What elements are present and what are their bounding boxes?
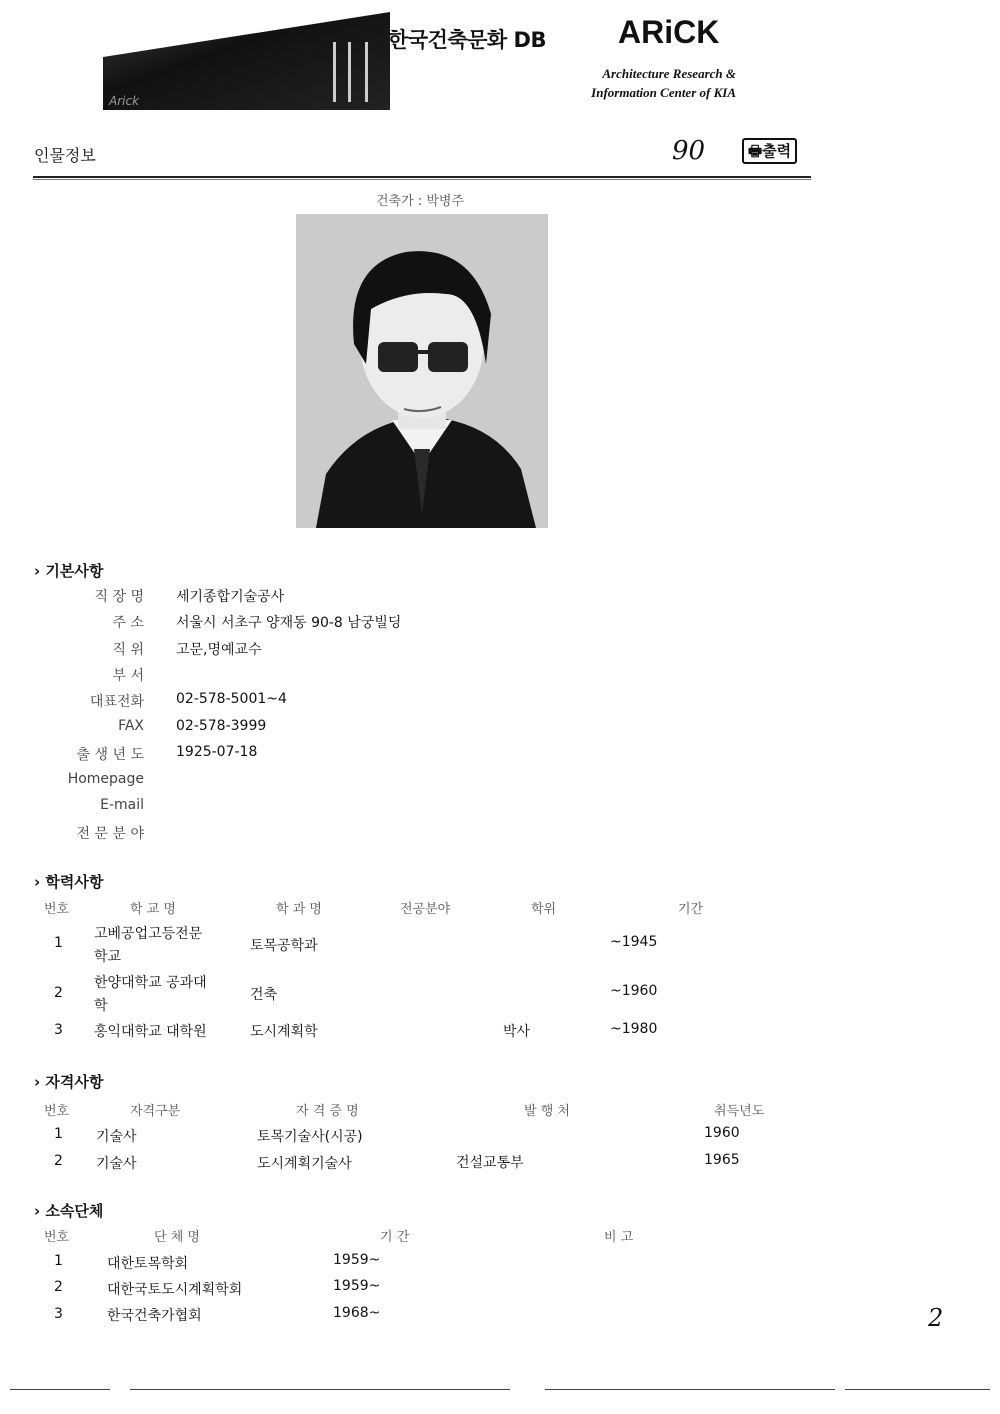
table-header: 기 간 [380,1230,410,1245]
subtitle-line-2: Information Center of KIA [591,85,736,100]
table-cell-issuer: 건설교통부 [456,1155,524,1171]
table-cell-no: 3 [54,1306,63,1322]
table-cell-period: 1968~ [333,1305,381,1321]
table-cell-period: ~1945 [610,934,658,950]
divider [33,176,811,178]
table-cell-name: 토목기술사(시공) [257,1129,363,1145]
table-cell-name: 대한토목학회 [107,1256,189,1272]
table-cell-school: 학 [94,998,108,1014]
table-cell-no: 3 [54,1022,63,1038]
table-cell-period: ~1960 [610,983,658,999]
section-title-groups: › 소속단체 [34,1202,104,1220]
table-header: 자 격 증 명 [296,1104,359,1119]
divider [33,179,811,180]
table-header: 학 교 명 [130,902,176,917]
brand-subtitle [546,64,736,102]
print-button[interactable]: 🖶출력 [742,138,797,164]
table-header: 단 체 명 [154,1230,200,1245]
table-header: 자격구분 [130,1104,181,1119]
table-cell-type: 기술사 [96,1129,137,1145]
table-cell-dept: 건축 [250,987,278,1003]
label-department: 부 서 [112,668,144,684]
label-homepage: Homepage [67,771,144,787]
table-cell-school: 한양대학교 공과대 [94,975,207,991]
table-cell-dept: 토목공학과 [250,938,318,954]
architect-photo [296,214,548,528]
table-cell-no: 2 [54,1279,63,1295]
architect-caption: 건축가 : 박병주 [376,194,464,209]
value-workplace: 세기종합기술공사 [176,589,285,605]
table-cell-name: 대한국토도시계획학회 [107,1282,243,1298]
handwritten-note: 90 [672,136,706,166]
label-birth-year: 출 생 년 도 [76,747,144,763]
label-email: E-mail [100,797,144,813]
table-header: 비 고 [604,1230,634,1245]
table-cell-no: 1 [54,935,63,951]
table-cell-no: 1 [54,1253,63,1269]
subtitle-line-1: Architecture Research & [602,66,736,81]
table-cell-degree: 박사 [503,1024,531,1040]
footer-rule [545,1389,835,1390]
table-cell-no: 2 [54,985,63,1001]
label-fax: FAX [118,718,144,734]
brand-logo[interactable]: ARiCK [618,14,720,50]
table-header: 번호 [44,1230,70,1245]
table-cell-no: 1 [54,1126,63,1142]
section-title-education: › 학력사항 [34,873,104,891]
footer-rule [10,1389,110,1390]
footer-rule [845,1389,990,1390]
table-cell-school: 홍익대학교 대학원 [94,1024,207,1040]
table-header: 번호 [44,902,70,917]
table-header: 전공분야 [400,902,451,917]
label-workplace: 직 장 명 [94,589,144,605]
db-title: 한국건축문화 DB [388,28,546,52]
value-address: 서울시 서초구 양재동 90-8 남궁빌딩 [176,615,402,631]
table-cell-name: 한국건축가협회 [107,1308,202,1324]
table-header: 기간 [678,902,704,917]
value-position: 고문,명예교수 [176,642,262,658]
table-cell-no: 2 [54,1153,63,1169]
banner-logo: Arick [109,94,140,108]
table-header: 취득년도 [714,1104,765,1119]
table-cell-name: 도시계획기술사 [257,1156,352,1172]
table-header: 학위 [531,902,557,917]
label-position: 직 위 [112,642,144,658]
table-header: 발 행 처 [524,1104,570,1119]
section-title-basic: › 기본사항 [34,562,104,580]
table-cell-period: ~1980 [610,1021,658,1037]
table-header: 학 과 명 [276,902,322,917]
label-specialty: 전 문 분 야 [76,826,144,842]
table-cell-year: 1960 [704,1125,740,1141]
table-header: 번호 [44,1104,70,1119]
page-mark: 2 [928,1304,944,1332]
page-title: 인물정보 [34,146,96,165]
table-cell-type: 기술사 [96,1156,137,1172]
section-title-license: › 자격사항 [34,1073,104,1091]
value-birth-year: 1925-07-18 [176,744,258,760]
value-fax: 02-578-3999 [176,718,267,734]
header-banner-image [103,12,390,110]
value-phone: 02-578-5001~4 [176,691,287,707]
table-cell-period: 1959~ [333,1278,381,1294]
table-cell-school: 고베공업고등전문 [94,926,203,942]
table-cell-school: 학교 [94,949,122,965]
footer-rule [130,1389,510,1390]
table-cell-year: 1965 [704,1152,740,1168]
label-phone: 대표전화 [89,694,144,710]
table-cell-dept: 도시계획학 [250,1024,318,1040]
label-address: 주 소 [112,615,144,631]
table-cell-period: 1959~ [333,1252,381,1268]
